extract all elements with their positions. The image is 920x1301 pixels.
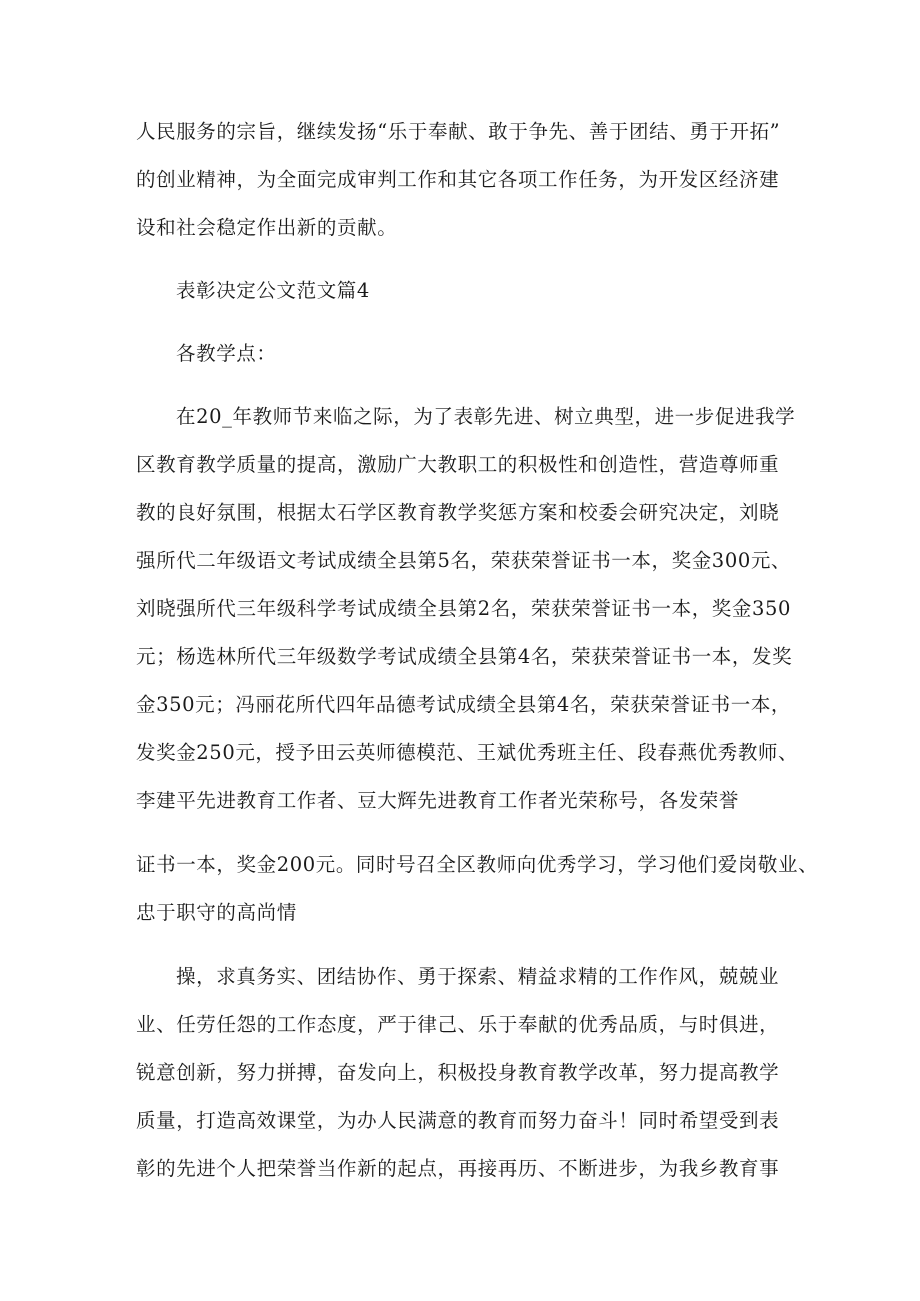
- paragraph-line: 忠于职守的高尚情: [136, 901, 297, 924]
- salutation: 各教学点：: [176, 342, 277, 365]
- paragraph-line: 金350元；冯丽花所代四年品德考试成绩全县第4名，荣获荣誉证书一本，: [136, 693, 792, 716]
- paragraph-line: 操，求真务实、团结协作、勇于探索、精益求精的工作作风，兢兢业: [176, 965, 780, 988]
- paragraph-line: 业、任劳任怨的工作态度，严于律己、乐于奉献的优秀品质，与时俱进，: [136, 1013, 780, 1036]
- paragraph-line: 刘晓强所代三年级科学考试成绩全县第2名，荣获荣誉证书一本，奖金350: [136, 597, 792, 620]
- section-heading: 表彰决定公文范文篇4: [176, 279, 370, 302]
- paragraph-line: 区教育教学质量的提高，激励广大教职工的积极性和创造性，营造尊师重: [136, 453, 780, 476]
- paragraph-line: 质量，打造高效课堂，为办人民满意的教育而努力奋斗！同时希望受到表: [136, 1109, 780, 1132]
- paragraph-line: 李建平先进教育工作者、豆大辉先进教育工作者光荣称号，各发荣誉: [136, 789, 740, 812]
- paragraph-line: 设和社会稳定作出新的贡献。: [136, 216, 398, 239]
- paragraph-line: 人民服务的宗旨，继续发扬“乐于奉献、敢于争先、善于团结、勇于开拓”: [136, 120, 781, 143]
- paragraph-line: 的创业精神，为全面完成审判工作和其它各项工作任务，为开发区经济建: [136, 168, 780, 191]
- paragraph-line: 发奖金250元，授予田云英师德模范、王斌优秀班主任、段春燕优秀教师、: [136, 741, 799, 764]
- paragraph-line: 强所代二年级语文考试成绩全县第5名，荣获荣誉证书一本，奖金300元、: [136, 549, 792, 572]
- paragraph-line: 元；杨选林所代三年级数学考试成绩全县第4名，荣获荣誉证书一本，发奖: [136, 645, 793, 668]
- paragraph-line: 教的良好氛围，根据太石学区教育教学奖惩方案和校委会研究决定，刘晓: [136, 501, 780, 524]
- paragraph-line: 证书一本，奖金200元。同时号召全区教师向优秀学习，学习他们爱岗敬业、: [136, 853, 819, 876]
- paragraph-line: 在20_年教师节来临之际，为了表彰先进、树立典型，进一步促进我学: [176, 405, 796, 428]
- paragraph-line: 锐意创新，努力拼搏，奋发向上，积极投身教育教学改革，努力提高教学: [136, 1061, 780, 1084]
- paragraph-line: 彰的先进个人把荣誉当作新的起点，再接再历、不断进步，为我乡教育事: [136, 1157, 780, 1180]
